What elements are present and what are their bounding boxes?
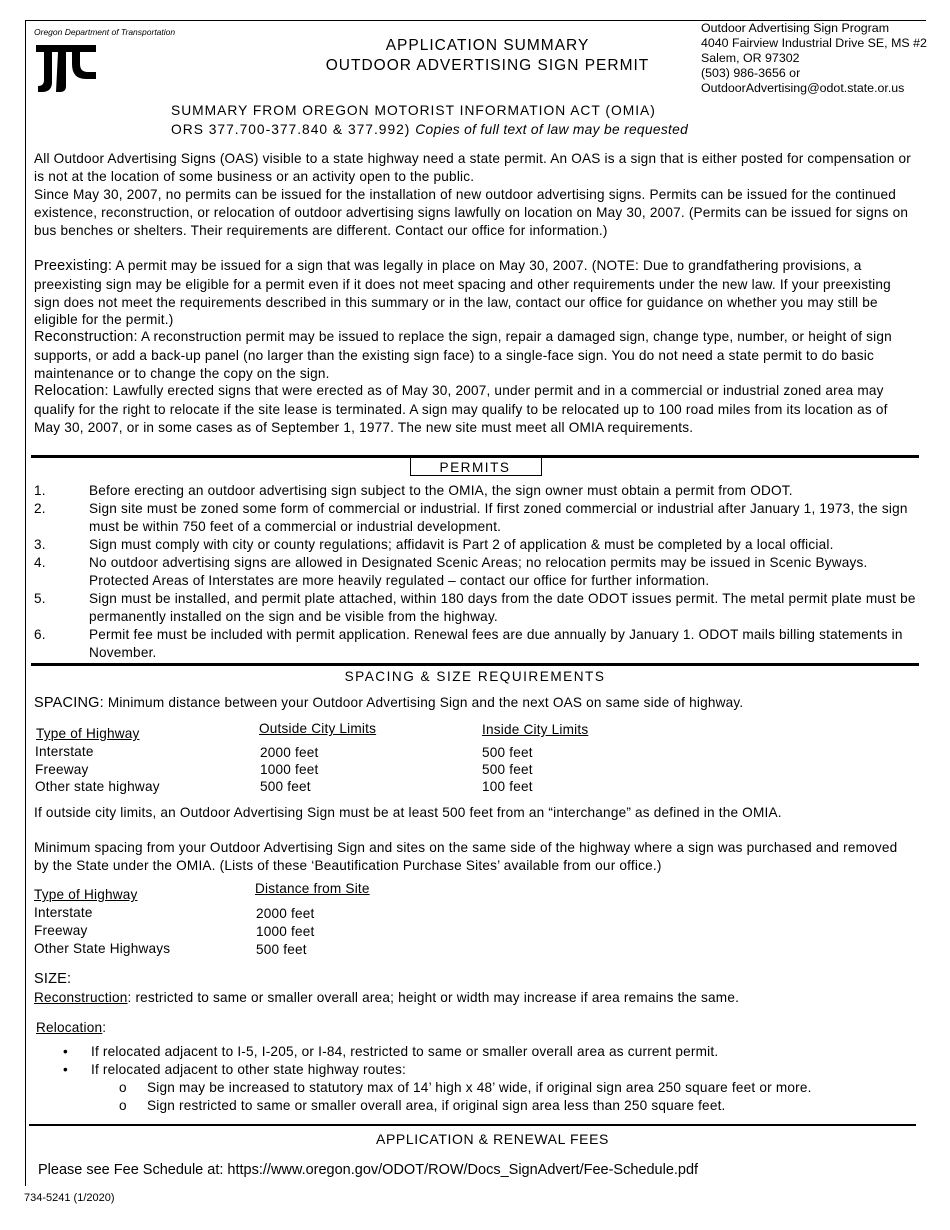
- relocation-text: Lawfully erected signs that were erected as of May 30, 2007, under permit and in a commercial or industrial zoned area may qualify for the right to relocate if the site lease is terminated. A sign may qualify to be relocated up to 100 road miles from its location as of May 30, 2007, or in some cases as of September 1, 1977. The new site must meet all OMIA requirements.: [34, 383, 888, 435]
- spacing-label: SPACING:: [34, 695, 104, 711]
- permit-item-text: Before erecting an outdoor advertising sign subject to the OMIA, the sign owner must obtain a permit from ODOT.: [89, 483, 793, 498]
- permit-item-6: [0, 626, 950, 662]
- size-label: SIZE:: [34, 971, 72, 987]
- permit-item-1: [0, 482, 950, 500]
- preexisting-paragraph: [34, 257, 914, 329]
- title-line-2: OUTDOOR ADVERTISING SIGN PERMIT: [325, 57, 650, 74]
- permit-item-number: 6.: [34, 627, 46, 642]
- permit-item-3: [0, 536, 950, 554]
- table2-cell-type: Freeway: [34, 923, 88, 938]
- table1-header-inside: Inside City Limits: [482, 722, 589, 737]
- permit-item-text: Sign must comply with city or county regulations; affidavit is Part 2 of application & must be completed by a local official.: [89, 537, 834, 552]
- contact-address: 4040 Fairview Industrial Drive SE, MS #2: [701, 36, 927, 50]
- table1-cell-type: Freeway: [35, 762, 89, 777]
- table2-cell-distance: 2000 feet: [256, 906, 315, 921]
- min-spacing-note: Minimum spacing from your Outdoor Advertising Sign and sites on the same side of the highway where a sign was purchased and removed by the State under the OMIA. (Lists of these ‘Beautification Purchase Sites’ available from our office.): [34, 840, 898, 873]
- table1-cell-type: Other state highway: [35, 779, 160, 794]
- table2-cell-type: Interstate: [34, 905, 93, 920]
- table2-header-type: Type of Highway: [34, 887, 138, 902]
- bullet-text: If relocated adjacent to I-5, I-205, or I-84, restricted to same or smaller overall area as current permit.: [91, 1044, 719, 1059]
- permit-item-text: Permit fee must be included with permit application. Renewal fees are due annually by January 1. ODOT mails billing statements in November.: [89, 627, 903, 660]
- bullet-text: If relocated adjacent to other state highway routes:: [91, 1062, 406, 1077]
- size-relocation-colon: :: [102, 1020, 107, 1035]
- contact-phone: (503) 986-3656 or: [701, 66, 801, 80]
- relocation-paragraph: [34, 382, 914, 436]
- permit-item-number: 5.: [34, 591, 46, 606]
- frame-top: [25, 20, 926, 21]
- permits-list: [0, 482, 950, 662]
- relocation-label: Relocation:: [34, 383, 109, 399]
- table2-header-distance: Distance from Site: [255, 881, 370, 896]
- summary-heading: [171, 102, 688, 139]
- table2-cell-type: Other State Highways: [34, 941, 171, 956]
- bullet-icon: •: [63, 1044, 68, 1059]
- size-reconstruction: [34, 989, 914, 1007]
- summary-line-1: SUMMARY FROM OREGON MOTORIST INFORMATION ACT (OMIA): [171, 103, 656, 118]
- permit-item-text: No outdoor advertising signs are allowed in Designated Scenic Areas; no relocation permits may be issued in Scenic Byways. Protected Areas of Interstates are more heavily regulated – contact our office for further information.: [89, 555, 868, 588]
- contact-program: Outdoor Advertising Sign Program: [701, 21, 890, 35]
- form-number: 734-5241 (1/2020): [24, 1192, 115, 1204]
- permit-item-number: 4.: [34, 555, 46, 570]
- sub-bullet-text: Sign restricted to same or smaller overall area, if original sign area less than 250 square feet.: [147, 1098, 726, 1113]
- reconstruction-paragraph: [34, 328, 914, 382]
- reconstruction-label: Reconstruction:: [34, 329, 138, 345]
- copies-note: Copies of full text of law may be requested: [415, 121, 689, 137]
- spacing-heading: SPACING & SIZE REQUIREMENTS: [344, 669, 606, 684]
- spacing-rule: [31, 663, 919, 666]
- table1-cell-outside: 2000 feet: [260, 745, 319, 760]
- preexisting-label: Preexisting:: [34, 258, 113, 274]
- preexisting-text: A permit may be issued for a sign that was legally in place on May 30, 2007. (NOTE: Due to grandfathering provisions, a preexisting sign may be eligible for a permit even if it does not meet spacing and other requirements under the new law. If your preexisting sign does not meet the requirements described in this summary or in the law, contact our office for guidance on whether you may still be eligible for the permit.): [34, 258, 891, 328]
- permit-item-text: Sign must be installed, and permit plate attached, within 180 days from the date ODOT issues permit. The metal permit plate must be permanently installed on the sign and be visible from the highway.: [89, 591, 916, 624]
- table1-cell-outside: 1000 feet: [260, 762, 319, 777]
- fees-heading: APPLICATION & RENEWAL FEES: [376, 1131, 609, 1147]
- table2-cell-distance: 500 feet: [256, 942, 307, 957]
- permit-item-number: 1.: [34, 483, 46, 498]
- ors-reference: ORS 377.700-377.840 & 377.992): [171, 121, 411, 137]
- spacing-definition: [34, 694, 914, 713]
- document-title: [290, 36, 685, 76]
- contact-city: Salem, OR 97302: [701, 51, 800, 65]
- table1-cell-outside: 500 feet: [260, 779, 311, 794]
- reconstruction-text: A reconstruction permit may be issued to replace the sign, repair a damaged sign, change type, number, or height of sign supports, or add a back-up panel (no larger than the existing sign face) to a single-face sign. You do not need a state permit to do basic maintenance or to change the copy on the sign.: [34, 329, 892, 381]
- permit-item-2: [0, 500, 950, 536]
- size-reconstruction-label: Reconstruction: [34, 990, 128, 1005]
- permit-item-number: 2.: [34, 501, 46, 516]
- intro-paragraph-1: All Outdoor Advertising Signs (OAS) visible to a state highway need a state permit. An OAS is a sign that is either posted for compensation or is not at the location of some business or an activity open to the public.: [34, 151, 911, 184]
- permit-item-number: 3.: [34, 537, 46, 552]
- agency-name: Oregon Department of Transportation: [34, 27, 176, 37]
- table2-cell-distance: 1000 feet: [256, 924, 315, 939]
- interchange-note: If outside city limits, an Outdoor Advertising Sign must be at least 500 feet from an “interchange” as defined in the OMIA.: [34, 805, 782, 820]
- frame-left: [25, 20, 26, 1186]
- title-line-1: APPLICATION SUMMARY: [385, 37, 590, 54]
- permit-item-text: Sign site must be zoned some form of commercial or industrial. If first zoned commercial or industrial after January 1, 1973, the sign must be within 750 feet of a commercial or industrial development.: [89, 501, 908, 534]
- fees-rule: [29, 1124, 916, 1126]
- permit-item-4: [0, 554, 950, 590]
- spacing-text: Minimum distance between your Outdoor Advertising Sign and the next OAS on same side of highway.: [107, 695, 744, 710]
- size-reconstruction-text: : restricted to same or smaller overall area; height or width may increase if area remains the same.: [127, 990, 740, 1005]
- permit-item-5: [0, 590, 950, 626]
- contact-block: [701, 21, 927, 96]
- table1-cell-inside: 500 feet: [482, 745, 533, 760]
- intro-paragraph-2: Since May 30, 2007, no permits can be issued for the installation of new outdoor advertising signs. Permits can be issued for the continued existence, reconstruction, or relocation of outdoor advertising signs lawfully on location on May 30, 2007. (Permits can be issued for signs on bus benches or shelters. Their requirements are different. Contact our office for information.): [34, 187, 909, 238]
- size-relocation-label: Relocation: [36, 1020, 103, 1035]
- size-relocation: [36, 1019, 106, 1037]
- summary-line-2: [171, 121, 688, 140]
- bullet-icon: •: [63, 1062, 68, 1077]
- fee-schedule-link[interactable]: Please see Fee Schedule at: https://www.oregon.gov/ODOT/ROW/Docs_SignAdvert/Fee-Schedule.pdf: [38, 1162, 699, 1178]
- contact-email[interactable]: OutdoorAdvertising@odot.state.or.us: [701, 81, 905, 95]
- table1-cell-type: Interstate: [35, 744, 94, 759]
- sub-bullet-icon: o: [119, 1098, 127, 1113]
- table1-cell-inside: 100 feet: [482, 779, 533, 794]
- odot-logo-icon: [36, 42, 100, 96]
- permits-heading: PERMITS: [439, 460, 511, 475]
- sub-bullet-icon: o: [119, 1080, 127, 1095]
- table1-header-outside: Outside City Limits: [259, 721, 377, 736]
- sub-bullet-text: Sign may be increased to statutory max of 14’ high x 48’ wide, if original sign area 250 square feet or more.: [147, 1080, 812, 1095]
- table1-cell-inside: 500 feet: [482, 762, 533, 777]
- table1-header-type: Type of Highway: [36, 726, 140, 741]
